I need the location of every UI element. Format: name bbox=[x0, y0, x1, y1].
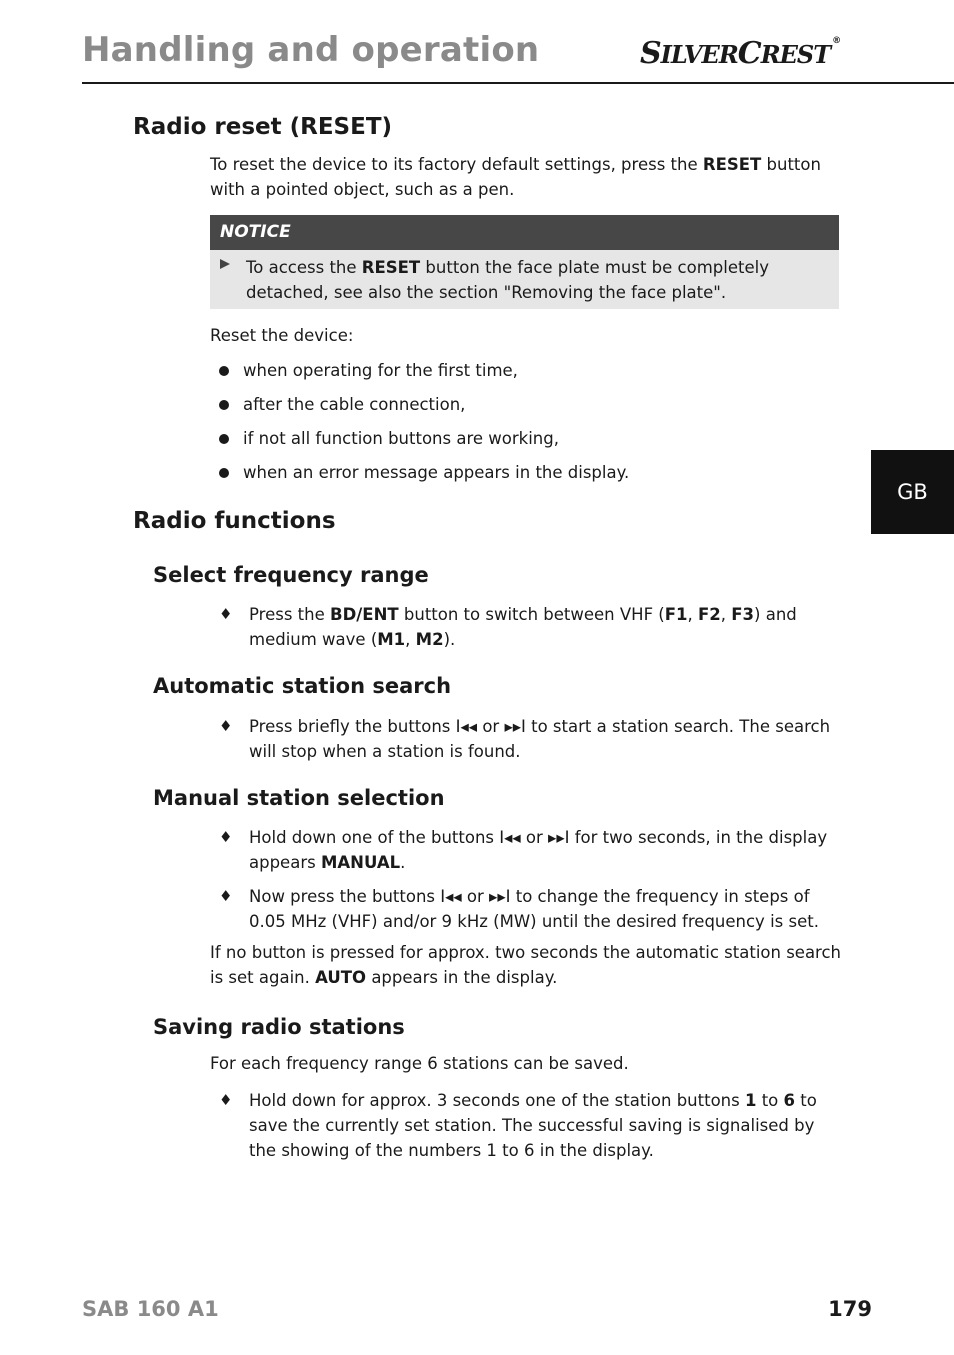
notice-label: NOTICE bbox=[220, 222, 291, 242]
notice-text bbox=[246, 255, 826, 305]
text-bold: BD/ENT bbox=[330, 605, 399, 624]
diamond-bullet-icon: ♦ bbox=[219, 717, 233, 735]
text-bold: F1 bbox=[664, 605, 688, 624]
notice-text-bold: RESET bbox=[361, 258, 421, 277]
registered-mark: ® bbox=[832, 36, 841, 46]
text-run: ) and medium wave ( bbox=[249, 605, 797, 649]
text-run: , bbox=[405, 630, 416, 649]
auto-search-heading: Automatic station search bbox=[153, 674, 452, 698]
bullet-dot-icon bbox=[219, 434, 229, 444]
text-bold: 6 bbox=[783, 1091, 795, 1110]
diamond-bullet-icon: ♦ bbox=[219, 887, 233, 905]
reset-intro bbox=[210, 152, 840, 202]
text-run: Press the bbox=[249, 605, 330, 624]
reset-heading: Radio reset (RESET) bbox=[133, 114, 393, 140]
header-divider bbox=[82, 82, 954, 84]
saving-text bbox=[249, 1088, 839, 1163]
language-tab bbox=[871, 450, 954, 534]
saving-intro: For each frequency range 6 stations can be saved. bbox=[210, 1054, 629, 1073]
diamond-bullet-icon: ♦ bbox=[219, 605, 233, 623]
diamond-bullet-icon: ♦ bbox=[219, 828, 233, 846]
manual-selection-heading: Manual station selection bbox=[153, 786, 445, 810]
reset-bullet-4: when an error message appears in the display. bbox=[243, 463, 630, 482]
radio-functions-heading: Radio functions bbox=[133, 508, 336, 534]
text-run: If no button is pressed for approx. two seconds the automatic station search is set again. bbox=[210, 943, 842, 987]
select-range-text bbox=[249, 602, 844, 652]
manual-item-2: Now press the buttons I◂◂ or ▸▸I to change the frequency in steps of 0.05 MHz (VHF) and/or 9 kHz (MW) until the desired frequency is set. bbox=[249, 887, 819, 931]
reset-intro-bold: RESET bbox=[702, 155, 762, 174]
brand-rest: REST bbox=[760, 40, 831, 69]
text-bold: MANUAL bbox=[320, 853, 401, 872]
brand-ilver: ILVER bbox=[660, 40, 738, 69]
text-bold: F3 bbox=[731, 605, 755, 624]
auto-search-text: Press briefly the buttons I◂◂ or ▸▸I to start a station search. The search will stop when a station is found. bbox=[249, 717, 831, 761]
reset-bullet-2: after the cable connection, bbox=[243, 395, 466, 414]
reset-intro-text-end: button with a pointed object, such as a pen. bbox=[210, 155, 821, 199]
text-run: Hold down for approx. 3 seconds one of the station buttons bbox=[249, 1091, 745, 1110]
language-tab-label: GB bbox=[897, 480, 928, 504]
text-run: . bbox=[400, 853, 406, 872]
reset-bullet-1: when operating for the first time, bbox=[243, 361, 518, 380]
notice-text-end: button the face plate must be completely detached, see also the section "Removing the face plate". bbox=[246, 258, 769, 302]
bullet-dot-icon bbox=[219, 468, 229, 478]
bullet-dot-icon bbox=[219, 366, 229, 376]
text-run: to bbox=[756, 1091, 784, 1110]
text-run: Hold down one of the buttons I◂◂ or ▸▸I for two seconds, in the display appears bbox=[249, 828, 828, 872]
brand-letter-c: C bbox=[737, 36, 761, 71]
text-bold: AUTO bbox=[315, 968, 367, 987]
notice-body bbox=[210, 250, 839, 309]
arrow-right-icon bbox=[220, 259, 230, 269]
manual-item-1 bbox=[249, 825, 839, 875]
notice-text-start: To access the bbox=[246, 258, 362, 277]
reset-bullet-3: if not all function buttons are working, bbox=[243, 429, 559, 448]
footer-model: SAB 160 A1 bbox=[82, 1297, 219, 1321]
notice-header bbox=[210, 215, 839, 250]
bullet-dot-icon bbox=[219, 400, 229, 410]
page-title: Handling and operation bbox=[82, 30, 540, 70]
saving-heading: Saving radio stations bbox=[153, 1015, 405, 1039]
select-range-heading: Select frequency range bbox=[153, 563, 429, 587]
text-run: appears in the display. bbox=[366, 968, 558, 987]
page-number: 179 bbox=[828, 1297, 872, 1321]
text-bold: 1 bbox=[744, 1091, 757, 1110]
text-bold: F2 bbox=[698, 605, 721, 624]
text-bold: M2 bbox=[415, 630, 444, 649]
text-run: to save the currently set station. The successful saving is signalised by the showing of the numbers 1 to 6 in the display. bbox=[249, 1091, 817, 1160]
text-run: ). bbox=[443, 630, 456, 649]
brand-logo bbox=[640, 36, 840, 71]
text-bold: M1 bbox=[377, 630, 406, 649]
reset-intro-text: To reset the device to its factory default settings, press the bbox=[210, 155, 703, 174]
text-run: button to switch between VHF ( bbox=[398, 605, 665, 624]
manual-note bbox=[210, 940, 845, 990]
diamond-bullet-icon: ♦ bbox=[219, 1091, 233, 1109]
reset-lead: Reset the device: bbox=[210, 326, 354, 345]
text-run: , bbox=[687, 605, 699, 624]
text-run: , bbox=[720, 605, 732, 624]
brand-letter-s: S bbox=[640, 36, 661, 71]
